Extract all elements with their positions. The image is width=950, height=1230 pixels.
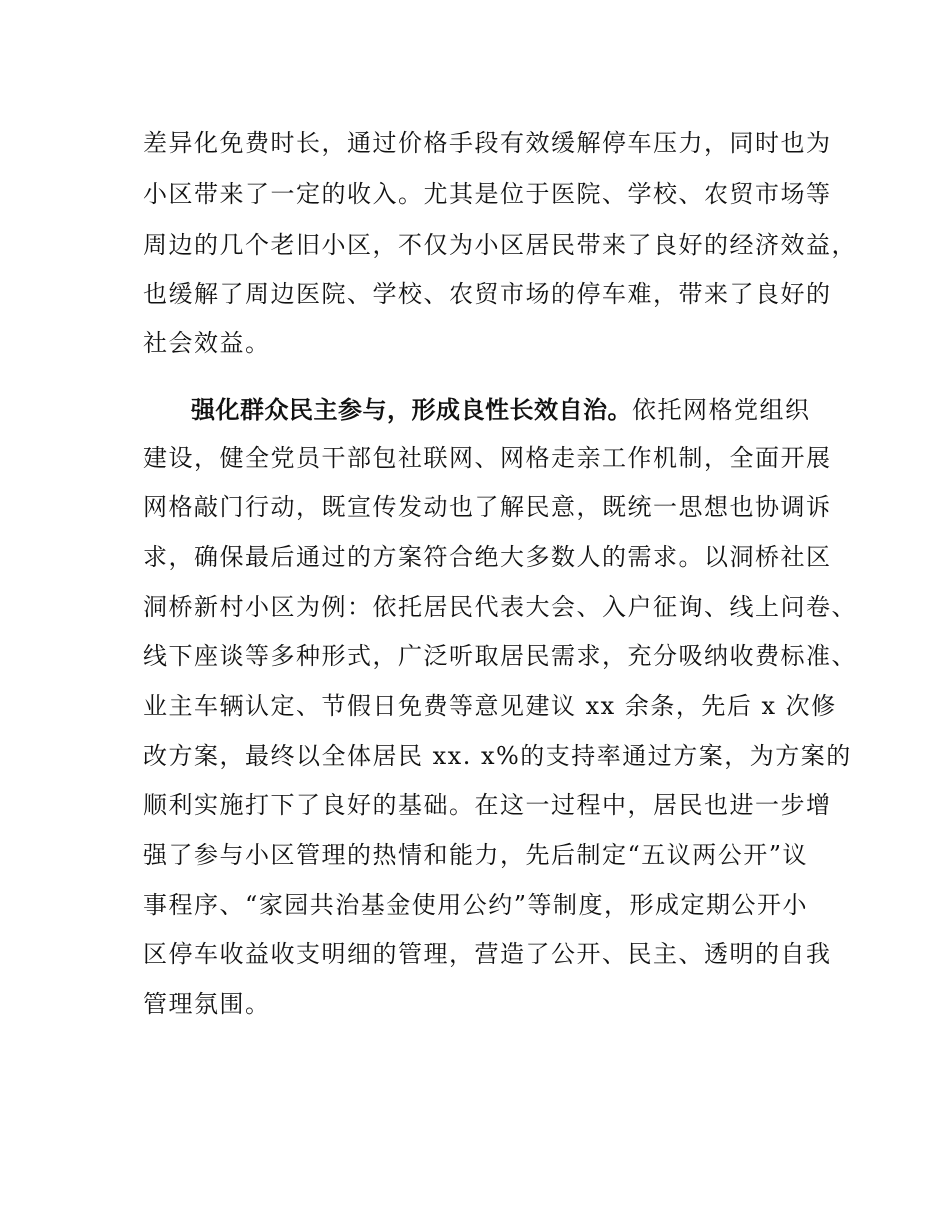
paragraph2-line-2: 建设，健全党员干部包社联网、网格走亲工作机制，全面开展	[143, 444, 832, 472]
paragraph2-line-8: 改方案，最终以全体居民 xx. x%的支持率通过方案，为方案的	[143, 742, 852, 770]
paragraph2-line-13: 管理氛围。	[143, 990, 271, 1018]
paragraph2-line-5: 洞桥新村小区为例：依托居民代表大会、入户征询、线上问卷、	[143, 593, 857, 621]
paragraph2-line-10: 强了参与小区管理的热情和能力，先后制定“五议两公开”议	[143, 841, 809, 869]
paragraph2-line-7: 业主车辆认定、节假日免费等意见建议 xx 余条，先后 x 次修	[143, 692, 837, 720]
paragraph2-line-12: 区停车收益收支明细的管理，营造了公开、民主、透明的自我	[143, 940, 832, 968]
paragraph1-line-4: 也缓解了周边医院、学校、农贸市场的停车难，带来了良好的	[143, 280, 832, 308]
paragraph1-line-3: 周边的几个老旧小区，不仅为小区居民带来了良好的经济效益，	[143, 231, 857, 259]
paragraph1-line-5: 社会效益。	[143, 329, 271, 357]
paragraph2-first-line	[191, 395, 811, 425]
paragraph2-line-9: 顺利实施打下了良好的基础。在这一过程中，居民也进一步增	[143, 791, 832, 819]
paragraph2-line-11: 事程序、“家园共治基金使用公约”等制度，形成定期公开小	[143, 891, 809, 919]
paragraph2-line-6: 线下座谈等多种形式，广泛听取居民需求，充分吸纳收费标准、	[143, 642, 857, 670]
paragraph1-line-2: 小区带来了一定的收入。尤其是位于医院、学校、农贸市场等	[143, 180, 832, 208]
paragraph1-line-1: 差异化免费时长，通过价格手段有效缓解停车压力，同时也为	[143, 129, 832, 157]
paragraph2-line-3: 网格敲门行动，既宣传发动也了解民意，既统一思想也协调诉	[143, 493, 832, 521]
paragraph2-first-line-rest: 依托网格党组织	[632, 396, 811, 424]
paragraph2-heading: 强化群众民主参与，形成良性长效自治。	[191, 396, 632, 424]
paragraph2-line-4: 求，确保最后通过的方案符合绝大多数人的需求。以洞桥社区	[143, 543, 832, 571]
